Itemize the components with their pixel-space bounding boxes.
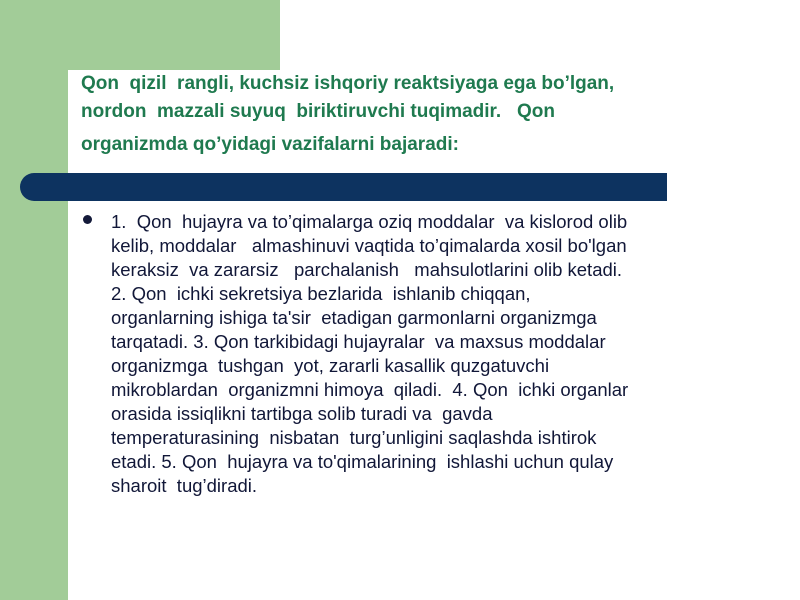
body-line-6: tarqatadi. 3. Qon tarkibidagi hujayralar va maxsus moddalar [111, 331, 606, 352]
green-accent-top [0, 0, 280, 70]
title-line-1: Qon qizil rangli, kuchsiz ishqoriy reaktsiyaga ega bo’lgan, [81, 73, 615, 94]
title-line-2: nordon mazzali suyuq biriktiruvchi tuqimadir. Qon [81, 101, 555, 122]
body-line-1: 1. Qon hujayra va to’qimalarga oziq moddalar va kislorod olib [111, 211, 628, 232]
body-line-4: 2. Qon ichki sekretsiya bezlarida ishlanib chiqqan, [111, 283, 531, 304]
body-line-5: organlarning ishiga ta'sir etadigan garmonlarni organizmga [111, 307, 597, 328]
body-line-9: orasida issiqlikni tartibga solib turadi va gavda [111, 403, 493, 424]
body-line-11: etadi. 5. Qon hujayra va to'qimalarining ishlashi uchun qulay [111, 451, 614, 472]
green-accent-side [0, 70, 68, 600]
slide-title [81, 70, 771, 159]
body-line-10: temperaturasining nisbatan turg’unligini saqlashda ishtirok [111, 427, 597, 448]
body-line-12: sharoit tug’diradi. [111, 475, 258, 496]
bullet-dot-icon [83, 215, 92, 224]
body-line-2: kelib, moddalar almashinuvi vaqtida to’qimalarda xosil bo'lgan [111, 235, 627, 256]
divider-bar [20, 173, 667, 201]
body-line-3: keraksiz va zararsiz parchalanish mahsulotlarini olib ketadi. [111, 259, 623, 280]
body-line-7: organizmga tushgan yot, zararli kasallik quzgatuvchi [111, 355, 550, 376]
slide-body-text [111, 210, 751, 498]
title-line-3: organizmda qo’yidagi vazifalarni bajaradi: [81, 134, 459, 155]
body-line-8: mikroblardan organizmni himoya qiladi. 4. Qon ichki organlar [111, 379, 629, 400]
